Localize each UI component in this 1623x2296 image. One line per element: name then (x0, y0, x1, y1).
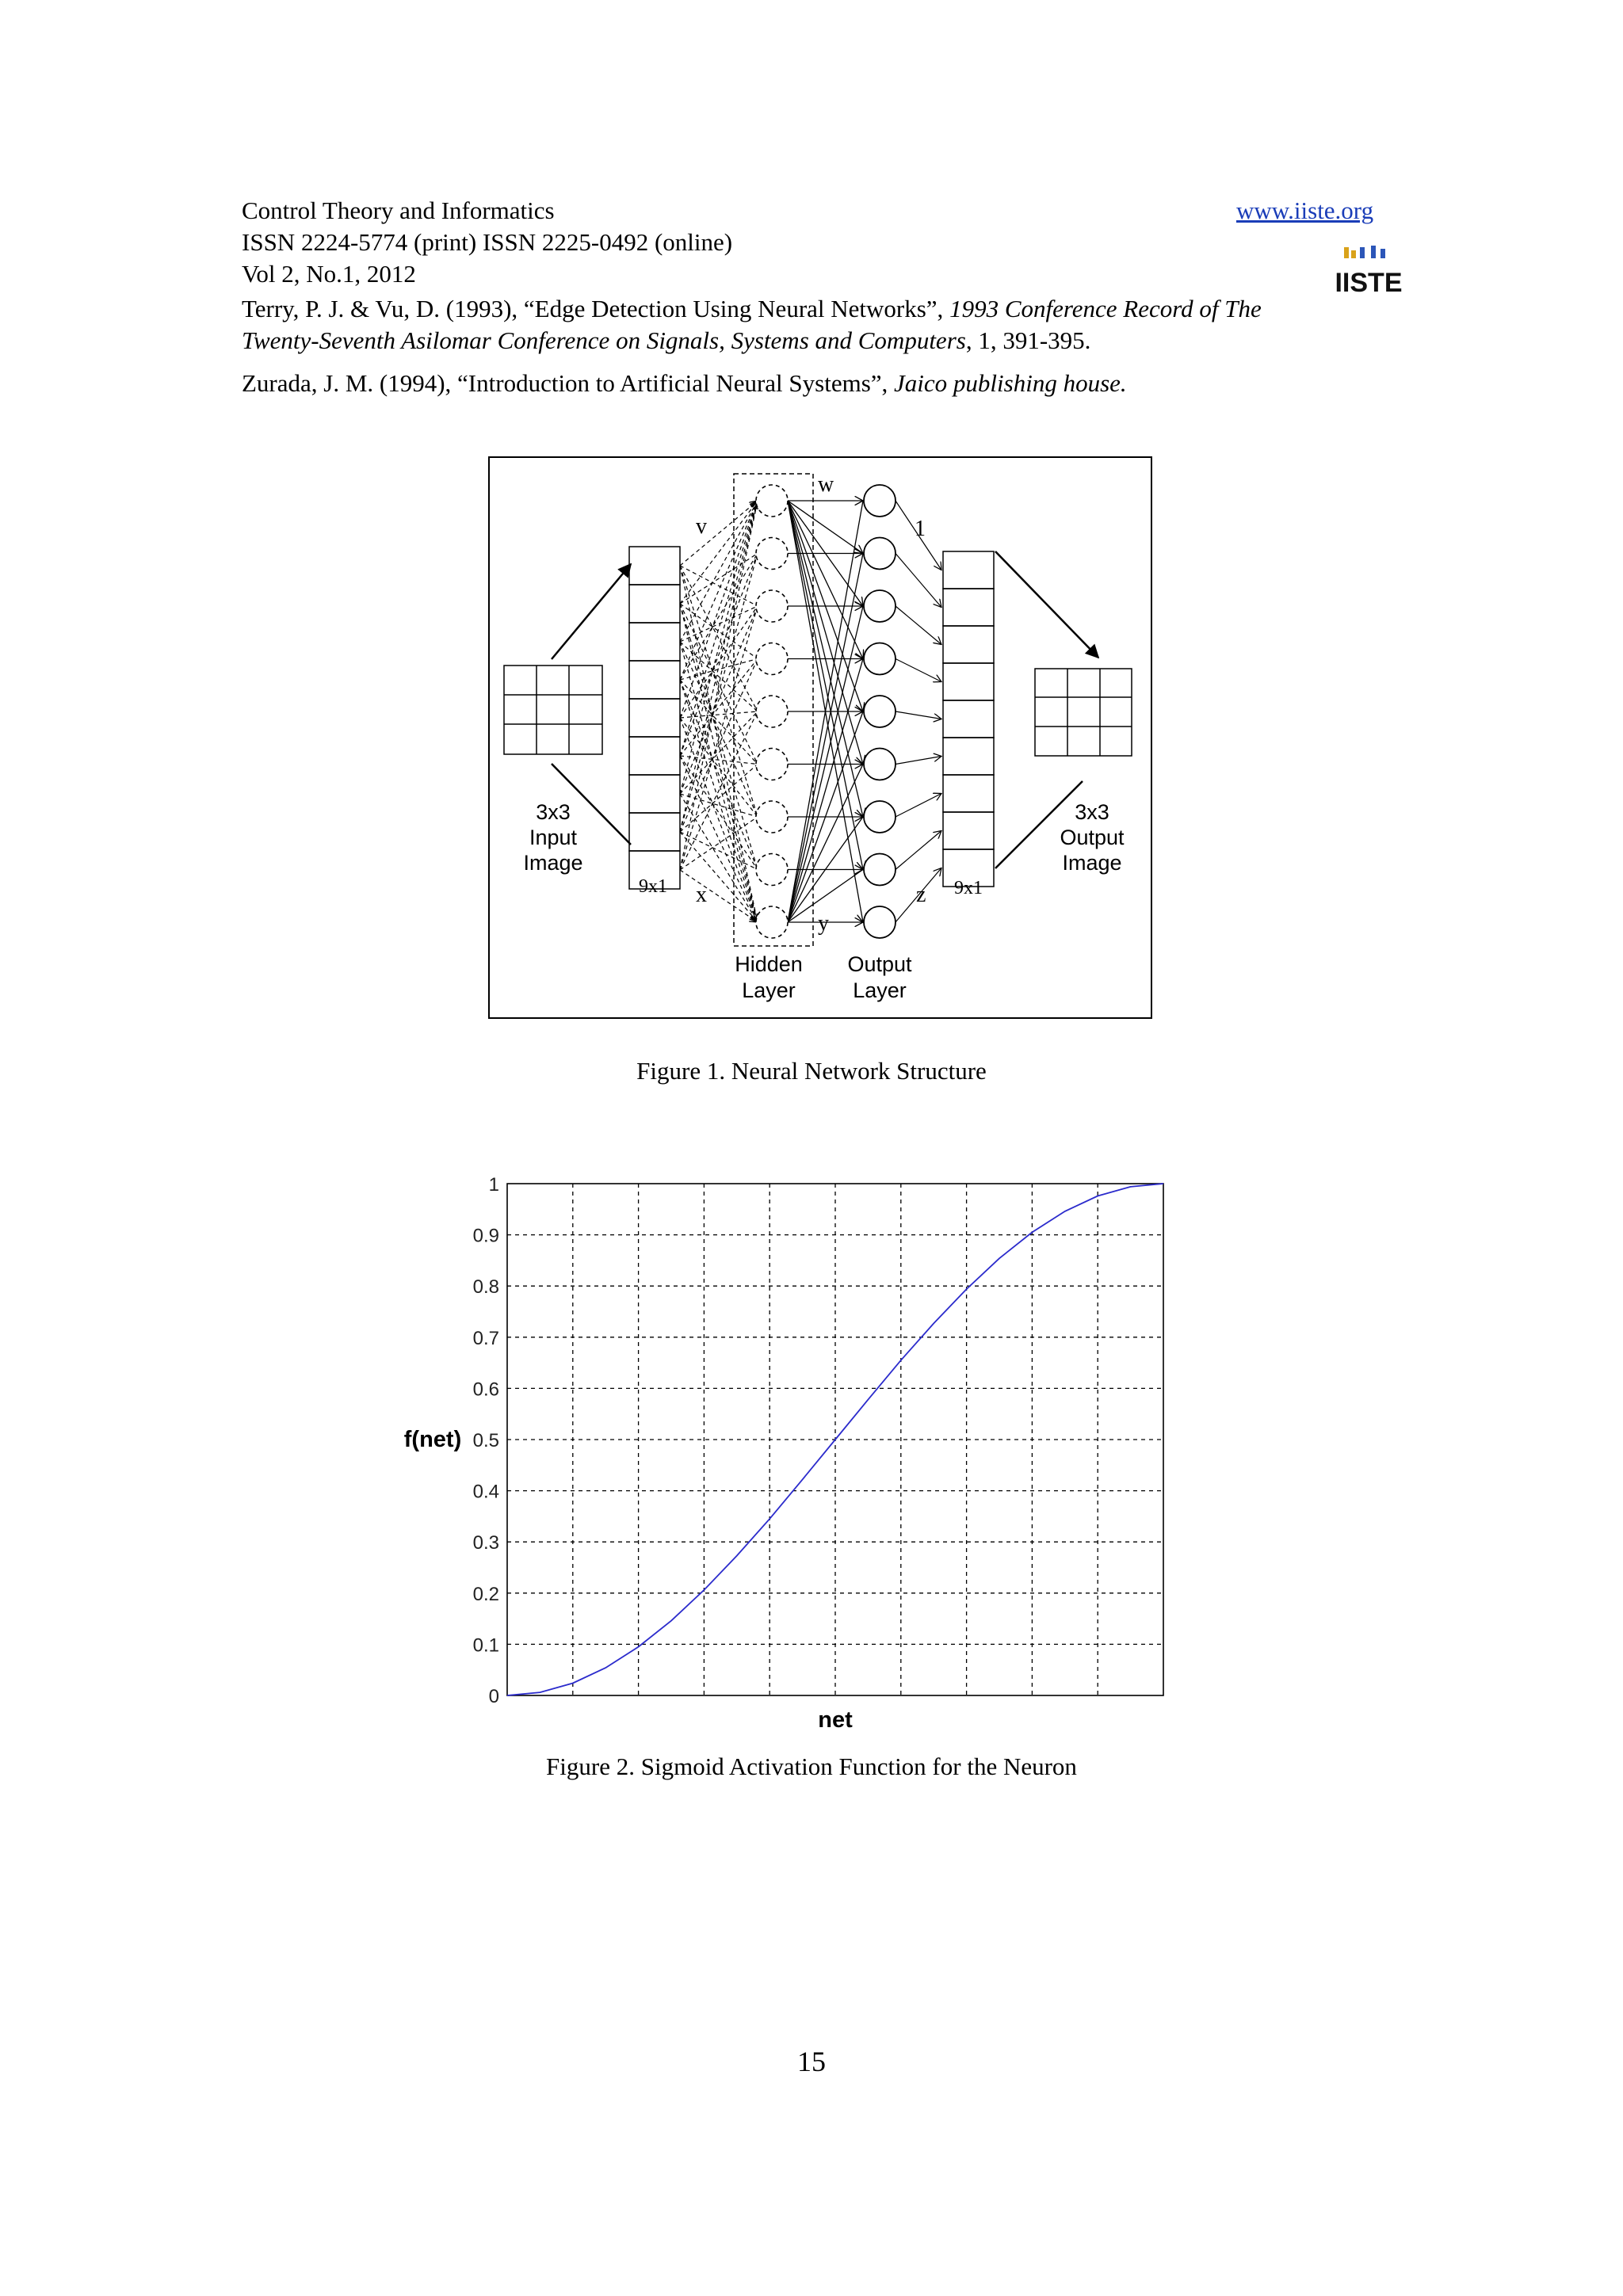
y-tick-label: 0.5 (472, 1430, 499, 1451)
volume-line: Vol 2, No.1, 2012 (242, 260, 416, 288)
label-9x1-out: 9x1 (954, 878, 983, 898)
y-axis-label: f(net) (403, 1427, 462, 1452)
hidden-layer-label-2: Layer (742, 978, 796, 1002)
reference-terry-line1: Terry, P. J. & Vu, D. (1993), “Edge Detection Using Neural Networks”, 1993 Conference Record of The (242, 295, 1262, 322)
journal-title: Control Theory and Informatics (242, 196, 555, 224)
output-node (864, 643, 896, 675)
x-axis-label: net (818, 1707, 853, 1733)
y-tick-label: 0.8 (472, 1276, 499, 1299)
hidden-node (756, 749, 788, 780)
output-node (864, 854, 896, 886)
website-link[interactable]: www.iiste.org (1236, 196, 1374, 224)
y-tick-label: 1 (488, 1174, 499, 1196)
label-one: 1 (915, 517, 926, 541)
output-title-1: 3x3 (1075, 800, 1109, 824)
output-title-2: Output (1060, 826, 1125, 849)
output-node (864, 906, 896, 938)
figure1-caption: Figure 1. Neural Network Structure (636, 1057, 987, 1085)
y-tick-labels (473, 1174, 499, 1707)
label-z: z (916, 883, 926, 907)
output-node (864, 749, 896, 780)
y-tick-label: 0.1 (472, 1634, 499, 1657)
hidden-nodes (756, 485, 788, 938)
y-tick-label: 0.3 (472, 1532, 499, 1554)
reference-terry-line2: Twenty-Seventh Asilomar Conference on Signals, Systems and Computers, 1, 391-395. (242, 326, 1091, 354)
y-tick-label: 0.9 (472, 1225, 499, 1247)
label-x: x (696, 883, 707, 907)
input-title-1: 3x3 (536, 800, 571, 824)
output-nodes (864, 485, 896, 938)
reference-zurada: Zurada, J. M. (1994), “Introduction to Artificial Neural Systems”, Jaico publishing house. (242, 369, 1127, 397)
hidden-node (756, 643, 788, 675)
hidden-layer-label-1: Hidden (735, 952, 803, 976)
hidden-node (756, 854, 788, 886)
figure2-chart (380, 1165, 1189, 1751)
label-v: v (696, 514, 707, 539)
hidden-node (756, 906, 788, 938)
input-title-2: Input (529, 826, 578, 849)
label-y: y (818, 911, 829, 936)
output-title-3: Image (1062, 851, 1122, 875)
output-layer-label-2: Layer (853, 978, 907, 1002)
hidden-node (756, 485, 788, 517)
logo-text: IISTE (1335, 268, 1403, 298)
label-w: w (818, 472, 834, 497)
y-tick-label: 0.6 (472, 1379, 499, 1401)
output-node (864, 485, 896, 517)
y-tick-label: 0.4 (472, 1481, 499, 1503)
hidden-node (756, 538, 788, 570)
label-9x1-in: 9x1 (639, 876, 667, 897)
hidden-node (756, 696, 788, 727)
iiste-logo (1335, 244, 1403, 298)
y-tick-label: 0.7 (472, 1327, 499, 1349)
figure2-caption: Figure 2. Sigmoid Activation Function for the Neuron (546, 1753, 1077, 1780)
issn-line: ISSN 2224-5774 (print) ISSN 2225-0492 (online) (242, 228, 733, 256)
input-title-3: Image (523, 851, 583, 875)
output-node (864, 538, 896, 570)
output-layer-label-1: Output (847, 952, 912, 976)
y-tick-label: 0.2 (472, 1583, 499, 1605)
hidden-node (756, 590, 788, 622)
output-node (864, 590, 896, 622)
page-number: 15 (797, 2046, 826, 2077)
y-tick-label: 0 (488, 1686, 499, 1707)
output-node (864, 801, 896, 833)
figure1-diagram (488, 456, 1152, 1019)
output-node (864, 696, 896, 727)
hidden-node (756, 801, 788, 833)
